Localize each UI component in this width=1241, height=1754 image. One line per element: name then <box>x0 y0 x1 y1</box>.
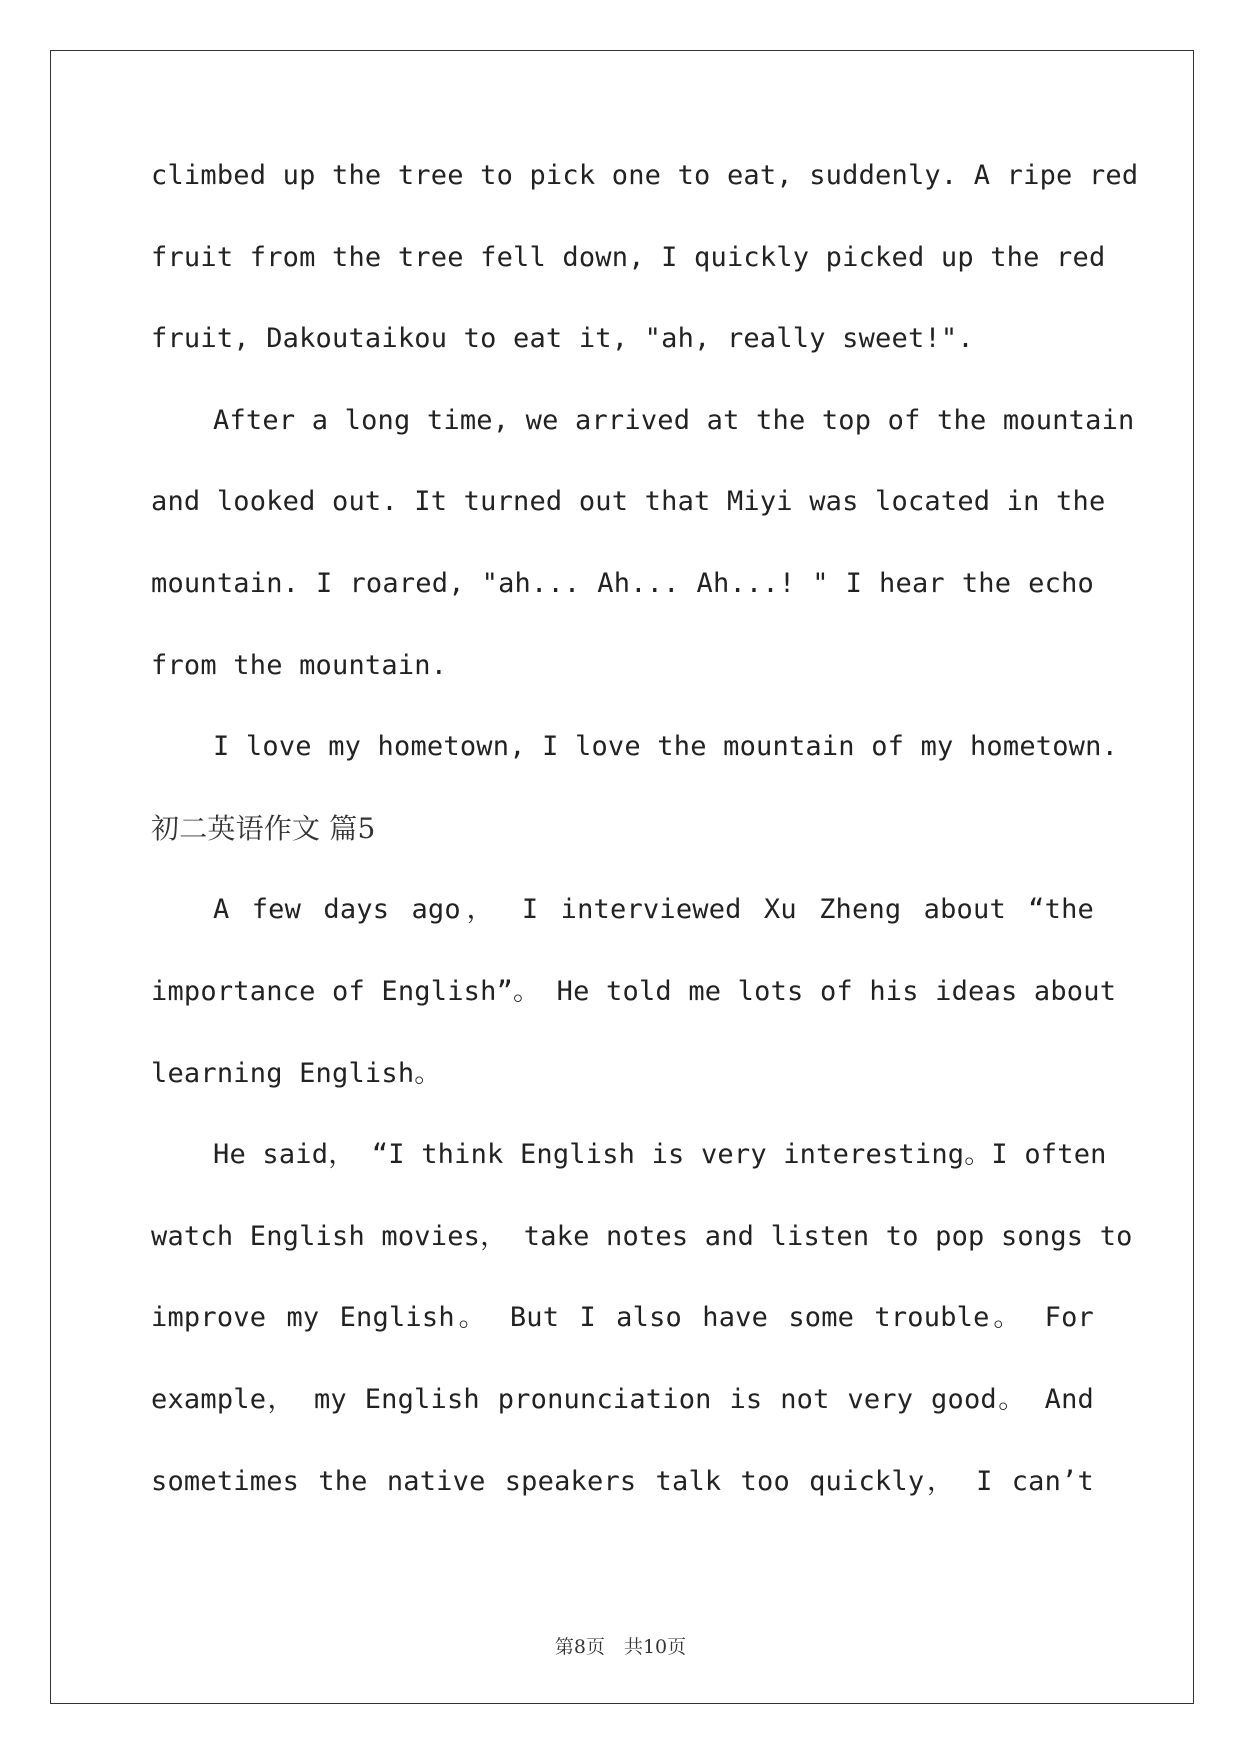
text-line: climbed up the tree to pick one to eat, suddenly. A ripe red <box>151 160 1139 191</box>
text-line: I love my hometown, I love the mountain of my hometown. <box>213 731 1119 763</box>
text-line: A few days ago， I interviewed Xu Zheng about “the <box>213 894 1094 926</box>
essay-body <box>151 160 1139 1547</box>
text-line: fruit, Dakoutaikou to eat it, "ah, really sweet!". <box>151 323 974 355</box>
text-line: watch English movies， take notes and listen to pop songs to <box>151 1220 1133 1252</box>
text-line: fruit from the tree fell down, I quickly picked up the red <box>151 241 1106 273</box>
text-line: sometimes the native speakers talk too quickly， I can’t <box>151 1465 1094 1497</box>
text-line: from the mountain. <box>151 649 448 681</box>
text-line: learning English。 <box>151 1057 442 1089</box>
text-line: He said， “I think English is very interesting。I often <box>213 1139 1107 1171</box>
text-line: mountain. I roared, "ah... Ah... Ah...! " I hear the echo <box>151 567 1094 599</box>
text-line: example， my English pronunciation is not very good。 And <box>151 1383 1094 1415</box>
text-line: improve my English。 But I also have some trouble。 For <box>151 1302 1094 1334</box>
page-number-footer: 第8页 共10页 <box>554 1636 687 1658</box>
section-heading: 初二英语作文 篇5 <box>151 811 376 845</box>
text-line: importance of English”。 He told me lots of his ideas about <box>151 975 1117 1007</box>
text-line: and looked out. It turned out that Miyi was located in the <box>151 486 1106 518</box>
text-line: After a long time, we arrived at the top of the mountain <box>213 404 1135 436</box>
